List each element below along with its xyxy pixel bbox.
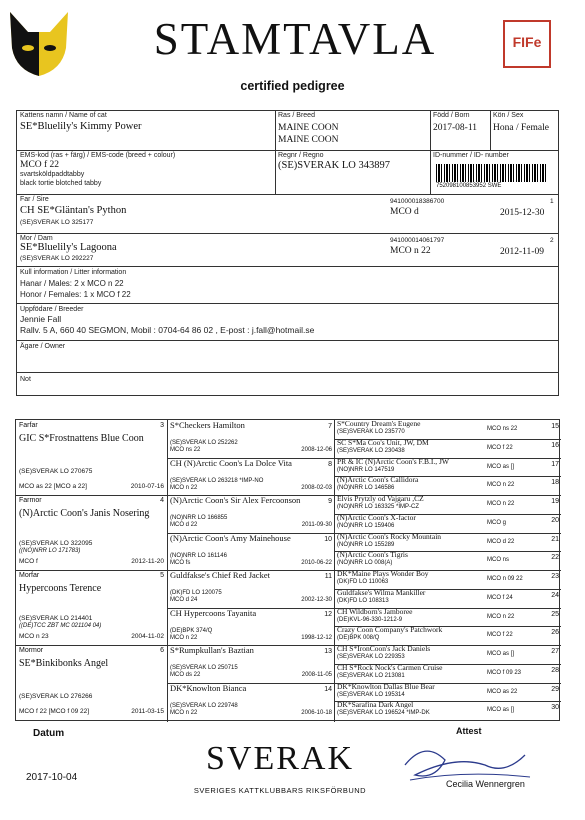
ancestor-ems: MCO as [] bbox=[487, 707, 515, 713]
ancestor-number: 23 bbox=[551, 573, 559, 580]
ancestor-number: 9 bbox=[328, 498, 332, 505]
ancestor-role-label: Farmor bbox=[19, 497, 42, 504]
ancestor-ems: MCO d 22 bbox=[170, 522, 198, 528]
ancestor-number: 21 bbox=[551, 536, 559, 543]
ancestor-ems: MCO ds 22 bbox=[170, 672, 201, 678]
ancestor-ems: MCO ns 22 bbox=[487, 426, 518, 432]
pedigree-gen4-cell bbox=[335, 514, 561, 533]
ancestor-born: 2010-06-22 bbox=[301, 560, 332, 566]
page-title: STAMTAVLA bbox=[153, 14, 437, 64]
ancestor-ems: MCO as [] bbox=[487, 651, 515, 657]
colour-en: black tortie blotched tabby bbox=[20, 180, 102, 187]
pedigree-gen3-cell bbox=[168, 533, 334, 571]
pedigree-gen4-cell bbox=[335, 533, 561, 552]
ancestor-number: 3 bbox=[160, 422, 164, 429]
cat-born: 2017-08-11 bbox=[433, 123, 477, 133]
ancestor-name: CH Hypercoons Tayanita bbox=[170, 608, 257, 618]
barcode-text: 752098100853952 SWE bbox=[436, 183, 502, 189]
ancestor-reg: (NO)NRR LO 155289 bbox=[337, 542, 395, 548]
ancestor-number: 8 bbox=[328, 461, 332, 468]
pedigree-gen4-cell bbox=[335, 439, 561, 458]
ancestor-number: 7 bbox=[328, 423, 332, 430]
org-name: SVERAK bbox=[205, 740, 355, 777]
ancestor-reg: (NO)NRR LO 159406 bbox=[337, 523, 395, 529]
ancestor-number: 10 bbox=[324, 536, 332, 543]
ancestor-born: 2011-09-30 bbox=[301, 522, 332, 528]
ancestor-name: Hypercoons Terence bbox=[19, 583, 102, 594]
ancestor-number: 14 bbox=[324, 686, 332, 693]
breed-label: Ras / Breed bbox=[278, 112, 315, 119]
ancestor-ems: MCO f 22 bbox=[487, 445, 513, 451]
ancestor-number: 25 bbox=[551, 611, 559, 618]
ancestor-ems: MCO as [] bbox=[487, 464, 515, 470]
ancestor-born: 2006-10-18 bbox=[301, 710, 332, 716]
ancestor-name: DK*Knowlton Bianca bbox=[170, 683, 247, 693]
ancestor-name: CH (N)Arctic Coon's La Dolce Vita bbox=[170, 458, 292, 468]
ancestor-name: (N)Arctic Coon's Sir Alex Fercoonson bbox=[170, 495, 301, 505]
ancestor-reg: (SE)SVERAK LO 276266 bbox=[19, 693, 93, 700]
dam-chip: 941000014061797 bbox=[390, 237, 445, 244]
ancestor-name: Guldfakse's Chief Red Jacket bbox=[170, 570, 270, 580]
ancestor-ems: MCO fs bbox=[170, 560, 191, 566]
ancestor-reg: (SE)SVERAK LO 235770 bbox=[337, 429, 405, 435]
sire-num: 1 bbox=[550, 198, 554, 205]
ancestor-name: Elvis Prytzly od Vajgaru ,CZ bbox=[337, 495, 424, 503]
ancestor-reg: (SE)SVERAK LO 214401 bbox=[19, 615, 93, 622]
pedigree-gen4-cell bbox=[335, 645, 561, 664]
pedigree-gen4-cell bbox=[335, 570, 561, 589]
ancestor-number: 20 bbox=[551, 517, 559, 524]
ancestor-name: (N)Arctic Coon's Callidora bbox=[337, 476, 419, 484]
ems-label: EMS-kod (ras + färg) / EMS-code (breed + colour) bbox=[20, 152, 176, 159]
ancestor-reg-secondary: ((DE)TCC ZBT MC 021104 04) bbox=[19, 623, 102, 629]
ancestor-ems: MCO f 09 23 bbox=[487, 670, 522, 676]
ancestor-name: CH S*IronCoon's Jack Daniels bbox=[337, 645, 431, 653]
litter-females: Honor / Females: 1 x MCO f 22 bbox=[20, 290, 131, 299]
dam-name: SE*Bluelily's Lagoona bbox=[20, 242, 117, 253]
pedigree-gen3-cell bbox=[168, 458, 334, 496]
pedigree-gen2-cell bbox=[16, 645, 167, 720]
breed-line1: MAINE COON bbox=[278, 123, 339, 133]
note-label: Not bbox=[20, 376, 31, 383]
ancestor-ems: MCO f 24 bbox=[487, 595, 513, 601]
breed-line2: MAINE COON bbox=[278, 135, 339, 145]
ancestor-name: DK*Sarafina Dark Angel bbox=[337, 701, 414, 709]
ancestor-role-label: Morfar bbox=[19, 572, 40, 579]
org-full-name: SVERIGES KATTKLUBBARS RIKSFÖRBUND bbox=[193, 786, 367, 795]
pedigree-gen2-cell bbox=[16, 495, 167, 570]
pedigree-gen3-cell bbox=[168, 645, 334, 683]
sire-ems: MCO d bbox=[390, 207, 419, 217]
sire-reg: (SE)SVERAK LO 325177 bbox=[20, 219, 94, 226]
pedigree-gen4-cell bbox=[335, 701, 561, 720]
ancestor-name: GIC S*Frostnattens Blue Coon bbox=[19, 433, 144, 444]
cat-face-icon bbox=[6, 8, 72, 78]
ancestor-reg: (SE)SVERAK LO 230438 bbox=[337, 448, 405, 454]
fife-logo-text: FIFe bbox=[512, 34, 542, 50]
ancestor-reg: (DK)FD LO 108313 bbox=[337, 598, 389, 604]
reg-label: Regnr / Regno bbox=[278, 152, 324, 159]
ancestor-born: 1998-12-12 bbox=[301, 635, 332, 641]
ancestor-number: 26 bbox=[551, 629, 559, 636]
ancestor-ems: MCO as 22 [MCO a 22] bbox=[19, 483, 87, 490]
id-label: ID-nummer / ID- number bbox=[433, 152, 509, 159]
ancestor-number: 19 bbox=[551, 498, 559, 505]
ancestor-ems: MCO n 23 bbox=[19, 633, 49, 640]
ancestor-reg: (NO)NRR LO 163325 *IMP-CZ bbox=[337, 504, 420, 510]
colour-sv: svartsköldpaddtabby bbox=[20, 171, 85, 178]
ancestor-ems: MCO as 22 bbox=[487, 689, 518, 695]
ancestor-ems: MCO f 22 [MCO f 09 22] bbox=[19, 708, 90, 715]
pedigree-gen4-cell bbox=[335, 626, 561, 645]
pedigree-gen4-cell bbox=[335, 420, 561, 439]
cat-ems: MCO f 22 bbox=[20, 160, 60, 170]
ancestor-reg: (DK)FD LO 120075 bbox=[170, 590, 222, 596]
sire-name: CH SE*Gläntan's Python bbox=[20, 205, 127, 216]
ancestor-reg: (SE)SVERAK LO 270675 bbox=[19, 468, 93, 475]
cat-reg: (SE)SVERAK LO 343897 bbox=[278, 160, 390, 171]
ancestor-number: 5 bbox=[160, 572, 164, 579]
ancestor-reg: (NO)NRR LO 008(A) bbox=[337, 560, 393, 566]
ancestor-ems: MCO f 22 bbox=[487, 632, 513, 638]
pedigree-gen3-cell bbox=[168, 420, 334, 458]
ancestor-ems: MCO ns bbox=[487, 557, 510, 563]
ancestor-name: Crazy Coon Company's Patchwork bbox=[337, 626, 443, 634]
ancestor-reg-secondary: ((NO)NRR LO 171783) bbox=[19, 548, 81, 554]
breeder-label: Uppfödare / Breeder bbox=[20, 306, 84, 313]
cat-sex: Hona / Female bbox=[493, 123, 549, 133]
dam-reg: (SE)SVERAK LO 292227 bbox=[20, 255, 94, 262]
dam-label: Mor / Dam bbox=[20, 235, 53, 242]
breeder-name: Jennie Fall bbox=[20, 314, 62, 324]
ancestor-role-label: Mormor bbox=[19, 647, 44, 654]
litter-label: Kull information / Litter information bbox=[20, 269, 127, 276]
ancestor-reg: (SE)SVERAK LO 213081 bbox=[337, 673, 405, 679]
dam-ems: MCO n 22 bbox=[390, 246, 431, 256]
sire-born: 2015-12-30 bbox=[500, 208, 545, 218]
ancestor-reg: (NO)NRR LO 166855 bbox=[170, 515, 228, 521]
ancestor-born: 2008-12-06 bbox=[301, 447, 332, 453]
sex-label: Kön / Sex bbox=[493, 112, 524, 119]
pedigree-gen2-cell bbox=[16, 570, 167, 645]
pedigree-gen4-cell bbox=[335, 551, 561, 570]
ancestor-reg: (SE)SVERAK LO 252262 bbox=[170, 440, 238, 446]
ancestor-reg: (SE)SVERAK LO 196524 *IMP-DK bbox=[337, 710, 430, 716]
ancestor-born: 2012-11-20 bbox=[131, 558, 164, 565]
pedigree-gen4-cell bbox=[335, 458, 561, 477]
ancestor-name: SC S*Ma Coo's Unit, JW, DM bbox=[337, 439, 429, 447]
born-label: Född / Born bbox=[433, 112, 470, 119]
ancestor-name: (N)Arctic Coon's Amy Mainehouse bbox=[170, 533, 291, 543]
ancestor-reg: (DE)BPK 374/Q bbox=[170, 628, 213, 634]
ancestor-ems: MCO n 22 bbox=[170, 635, 198, 641]
ancestor-name: (N)Arctic Coon's X-factor bbox=[337, 514, 416, 522]
pedigree-gen4-cell bbox=[335, 664, 561, 683]
ancestor-name: (N)Arctic Coon's Rocky Mountain bbox=[337, 533, 442, 541]
ancestor-number: 27 bbox=[551, 648, 559, 655]
ancestor-reg: (DE)BPK 008/Q bbox=[337, 635, 380, 641]
ancestor-number: 12 bbox=[324, 611, 332, 618]
ancestor-ems: MCO n 22 bbox=[487, 482, 515, 488]
ancestor-reg: (SE)SVERAK LO 322095 bbox=[19, 540, 93, 547]
pedigree-gen4-cell bbox=[335, 495, 561, 514]
ancestor-number: 16 bbox=[551, 442, 559, 449]
ancestor-number: 11 bbox=[324, 573, 332, 580]
ancestor-ems: MCO g bbox=[487, 520, 507, 526]
pedigree-gen3-cell bbox=[168, 495, 334, 533]
ancestor-reg: (SE)SVERAK LO 229353 bbox=[337, 654, 405, 660]
ancestor-reg: (NO)NRR LO 147519 bbox=[337, 467, 395, 473]
ancestor-name: (N)Arctic Coon's Janis Nosering bbox=[19, 508, 150, 519]
ancestor-number: 24 bbox=[551, 592, 559, 599]
sire-label: Far / Sire bbox=[20, 196, 49, 203]
dam-num: 2 bbox=[550, 237, 554, 244]
ancestor-name: (N)Arctic Coon's Tigris bbox=[337, 551, 408, 559]
ancestor-name: SE*Binkibonks Angel bbox=[19, 658, 109, 669]
pedigree-gen4-cell bbox=[335, 589, 561, 608]
fife-logo bbox=[503, 20, 551, 68]
cat-logo bbox=[6, 8, 72, 78]
pedigree-gen4-cell bbox=[335, 476, 561, 495]
ancestor-number: 18 bbox=[551, 479, 559, 486]
ancestor-reg: (DE)KVL-96-330-1212-9 bbox=[337, 617, 403, 623]
litter-males: Hanar / Males: 2 x MCO n 22 bbox=[20, 279, 124, 288]
ancestor-name: CH S*Rock Nock's Carmen Cruise bbox=[337, 664, 443, 672]
ancestor-ems: MCO n 09 22 bbox=[487, 576, 523, 582]
ancestor-reg: (SE)SVERAK LO 229748 bbox=[170, 703, 238, 709]
name-label: Kattens namn / Name of cat bbox=[20, 112, 107, 119]
barcode bbox=[436, 164, 548, 182]
pedigree-gen3-cell bbox=[168, 683, 334, 721]
attest-label: Attest bbox=[456, 726, 482, 736]
dam-born: 2012-11-09 bbox=[500, 247, 544, 257]
ancestor-number: 17 bbox=[551, 461, 559, 468]
owner-label: Ägare / Owner bbox=[20, 343, 66, 350]
ancestor-reg: (NO)NRR LO 161146 bbox=[170, 553, 227, 559]
ancestor-born: 2010-07-16 bbox=[130, 483, 164, 490]
datum-label: Datum bbox=[33, 728, 65, 739]
signatory-name: Cecilia Wennergren bbox=[446, 779, 525, 789]
pedigree-gen4-cell bbox=[335, 683, 561, 702]
ancestor-born: 2002-12-30 bbox=[301, 597, 332, 603]
ancestor-reg: (NO)NRR LO 146586 bbox=[337, 485, 395, 491]
ancestor-number: 29 bbox=[551, 686, 559, 693]
ancestor-name: S*Rumpkullan's Baztian bbox=[170, 645, 254, 655]
ancestor-born: 2008-11-05 bbox=[301, 672, 332, 678]
ancestor-ems: MCO d 24 bbox=[170, 597, 198, 603]
pedigree-grid bbox=[15, 419, 560, 721]
ancestor-number: 4 bbox=[160, 497, 164, 504]
ancestor-ems: MCO n 22 bbox=[487, 501, 515, 507]
ancestor-ems: MCO n 22 bbox=[170, 710, 198, 716]
ancestor-reg: (SE)SVERAK LO 250715 bbox=[170, 665, 238, 671]
breeder-address: Rallv. 5 A, 660 40 SEGMON, Mobil : 0704-64 86 02 , E-post : j.fall@hotmail.se bbox=[20, 325, 315, 335]
ancestor-ems: MCO n 22 bbox=[487, 614, 515, 620]
page-subtitle: certified pedigree bbox=[240, 79, 345, 93]
pedigree-gen3-cell bbox=[168, 608, 334, 646]
ancestor-name: Guldfakse's Wilma Mankiller bbox=[337, 589, 426, 597]
ancestor-name: PR & IC (N)Arctic Coon's F.B.I., JW bbox=[337, 458, 449, 466]
ancestor-number: 6 bbox=[160, 647, 164, 654]
sire-chip: 941000018386700 bbox=[390, 198, 445, 205]
ancestor-reg: (DK)FD LO 110063 bbox=[337, 579, 389, 585]
cat-name: SE*Bluelily's Kimmy Power bbox=[20, 121, 142, 132]
ancestor-name: CH Wildborn's Jamboree bbox=[337, 608, 413, 616]
ancestor-ems: MCO d 22 bbox=[487, 539, 515, 545]
ancestor-name: S*Country Dream's Eugene bbox=[337, 420, 421, 428]
ancestor-reg: (SE)SVERAK LO 263218 *IMP-NO bbox=[170, 478, 264, 484]
ancestor-reg: (SE)SVERAK LO 195314 bbox=[337, 692, 405, 698]
ancestor-name: DK*Knowlton Dallas Blue Bear bbox=[337, 683, 435, 691]
ancestor-ems: MCO ns 22 bbox=[170, 447, 201, 453]
ancestor-name: S*Checkers Hamilton bbox=[170, 420, 245, 430]
ancestor-number: 30 bbox=[551, 704, 559, 711]
ancestor-name: DK*Maine Plays Wonder Boy bbox=[337, 570, 429, 578]
ancestor-born: 2011-03-15 bbox=[131, 708, 164, 715]
ancestor-born: 2008-02-03 bbox=[301, 485, 332, 491]
pedigree-gen4-cell bbox=[335, 608, 561, 627]
ancestor-number: 22 bbox=[551, 554, 559, 561]
pedigree-gen2-cell bbox=[16, 420, 167, 495]
ancestor-number: 15 bbox=[551, 423, 559, 430]
ancestor-ems: MCO n 22 bbox=[170, 485, 198, 491]
ancestor-number: 28 bbox=[551, 667, 559, 674]
ancestor-ems: MCO f bbox=[19, 558, 38, 565]
ancestor-number: 13 bbox=[324, 648, 332, 655]
ancestor-born: 2004-11-02 bbox=[131, 633, 164, 640]
ancestor-role-label: Farfar bbox=[19, 422, 38, 429]
certificate-date: 2017-10-04 bbox=[26, 772, 78, 783]
pedigree-gen3-cell bbox=[168, 570, 334, 608]
